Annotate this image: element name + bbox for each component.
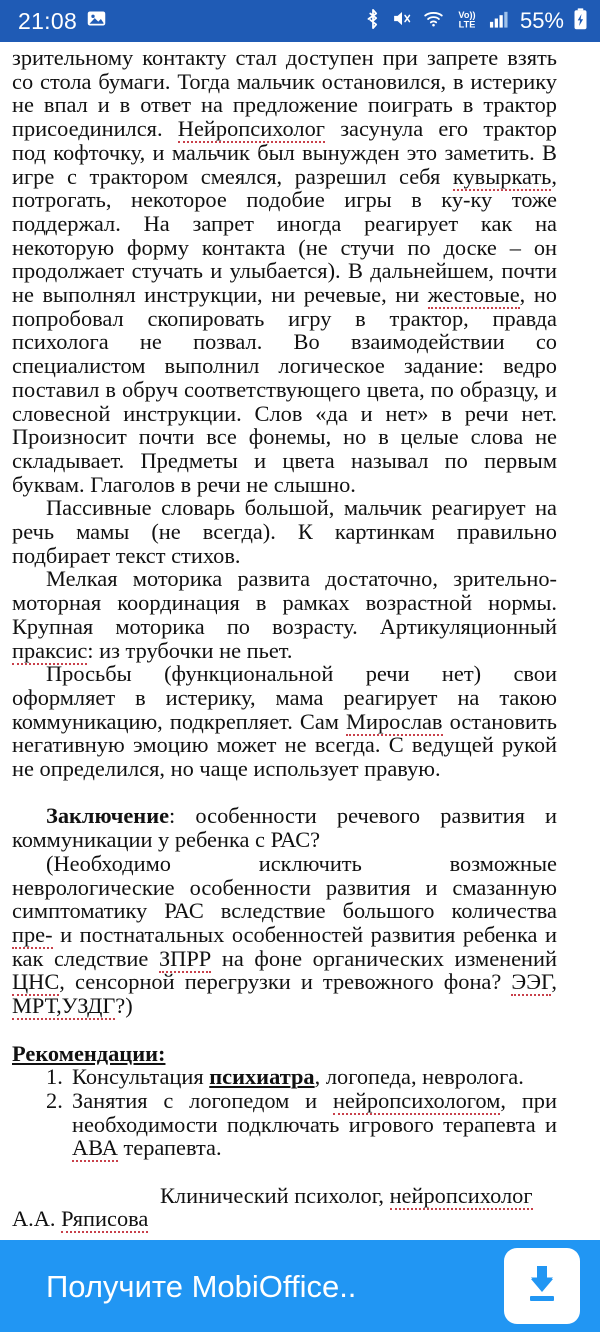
text-run: : из трубочки не пьет. [87, 637, 293, 663]
misspelled-word: ЦНС [12, 969, 60, 995]
recommendation-item [12, 1065, 557, 1089]
recommendations-heading-label: Рекомендации: [12, 1040, 166, 1066]
svg-text:Vo)): Vo)) [458, 9, 476, 20]
recommendation-item [12, 1089, 557, 1160]
text-run: Пассивные словарь большой, мальчик реагирует на речь мамы (не всегда). К картинкам правильно подбирает текст стихов. [12, 495, 557, 568]
ad-banner[interactable] [0, 1240, 600, 1332]
status-bar-right [364, 8, 588, 35]
text-run: Просьбы (функциональной речи нет) свои оформляет в истерику, мама реагирует на такою коммуникацию, подкрепляет. Сам [12, 661, 557, 734]
svg-text:LTE: LTE [458, 18, 476, 29]
document-paragraph [12, 496, 557, 567]
paragraph-spacer [12, 781, 557, 805]
text-run: Клинический психолог, [160, 1182, 390, 1208]
signature-line-title [12, 1184, 557, 1208]
recommendations-heading [12, 1042, 557, 1066]
paragraph-spacer [12, 1018, 557, 1042]
text-run: А.А. [12, 1206, 62, 1232]
misspelled-word: нейропсихолог [389, 1182, 533, 1208]
text-run: , потрогать, некоторое подобие игры в ку-ку тоже поддержал. На запрет иногда реагирует как на некоторую форму контакта (не стучи по доске – он продолжает стучать и улыбается). В дальнейшем, почти не выполнял инструкции, ни речевые, ни [12, 163, 557, 308]
misspelled-word: МРТ,УЗДГ [12, 993, 116, 1019]
battery-percent-label: 55% [519, 8, 564, 33]
text-run: , но попробовал скопировать игру в трактор, правда психолога не позвал. Во взаимодействии со специалистом выполнил логическое задание: ведро поставил в обруч соответствующего цвета, по образцу, и словесной инструкции. Слов «да и нет» в речи нет. Произносит почти все фонемы, но в целые слова не складывает. Предметы и цвета называл по первым буквам. Глаголов в речи не слышно. [12, 282, 557, 497]
text-run: остановить негативную эмоцию может не всегда. С ведущей рукой не определился, но чаще использует правую. [12, 708, 557, 782]
text-run: Мелкая моторика развита достаточно, зрительно-моторная координация в рамках возрастной нормы. Крупная моторика по возрасту. Артикуляционный [12, 566, 557, 639]
text-run: (Необходимо исключить возможные неврологические особенности развития и смазанную симптоматику РАС вследствие большого количества [12, 850, 557, 924]
text-run: Консультация [72, 1064, 210, 1090]
text-run: , [551, 969, 557, 995]
bold-text: Заключение [46, 803, 170, 829]
misspelled-word: жестовые [427, 282, 520, 308]
misspelled-word: ЗПРР [158, 945, 212, 971]
photo-icon [86, 8, 107, 34]
signal-icon [489, 9, 510, 34]
document-paragraph [12, 46, 557, 496]
status-bar [0, 0, 600, 42]
misspelled-word: нейропсихологом [333, 1087, 501, 1113]
text-run: , логопеда, невролога. [314, 1064, 524, 1090]
text-run: , при необходимости подключать игрового терапевта и [72, 1087, 557, 1137]
text-run: Занятия с логопедом и [72, 1087, 333, 1113]
document-page[interactable] [0, 42, 600, 1240]
document-body [12, 46, 557, 1231]
misspelled-word: Нейропсихолог [177, 116, 325, 142]
text-run: , сенсорной перегрузки и тревожного фона? [59, 969, 512, 995]
bold-underlined-text: психиатра [209, 1064, 315, 1090]
document-paragraph [12, 567, 557, 662]
text-run: и постнатальных особенностей развития ребенка и как следствие [12, 922, 557, 971]
text-run: ?) [115, 993, 133, 1019]
misspelled-word: Ряписова [61, 1206, 149, 1232]
text-run: засунула его трактор под кофточку, и мальчик был вынужден это заметить. В игре с трактором смеялся, разрешил себя [12, 116, 558, 189]
document-paragraph [12, 852, 557, 1018]
bluetooth-icon [364, 8, 382, 35]
misspelled-word: пре- [12, 922, 53, 947]
document-paragraph [12, 662, 557, 781]
misspelled-word: праксис [12, 637, 88, 663]
misspelled-word: АВА [72, 1135, 118, 1161]
text-run: терапевта. [117, 1135, 222, 1161]
text-run: зрительному контакту стал доступен при запрете взять со стола бумаги. Тогда мальчик остановился, в истерику не впал и в ответ на предложение поиграть в трактор присоединился. [12, 45, 557, 142]
recommendations-list [12, 1065, 557, 1160]
misspelled-word: ЭЭГ [511, 969, 552, 995]
status-bar-left [18, 8, 107, 34]
ad-banner-text: Получите MobiOffice.. [46, 1268, 357, 1304]
misspelled-word: кувыркать [452, 163, 552, 189]
download-icon [518, 1260, 566, 1313]
document-paragraph [12, 804, 557, 851]
volte-icon [454, 8, 480, 35]
paragraph-spacer [12, 1160, 557, 1184]
text-run: на фоне органических изменений [211, 945, 557, 971]
battery-charging-icon [573, 8, 588, 35]
text-run: : особенности речевого развития и коммуникации у ребенка с РАС? [12, 803, 557, 853]
mute-icon [391, 8, 413, 34]
wifi-icon [422, 8, 445, 34]
misspelled-word: Мирослав [346, 708, 443, 734]
status-clock: 21:08 [18, 7, 78, 34]
signature-line-name [12, 1207, 557, 1231]
download-button[interactable] [504, 1248, 580, 1324]
